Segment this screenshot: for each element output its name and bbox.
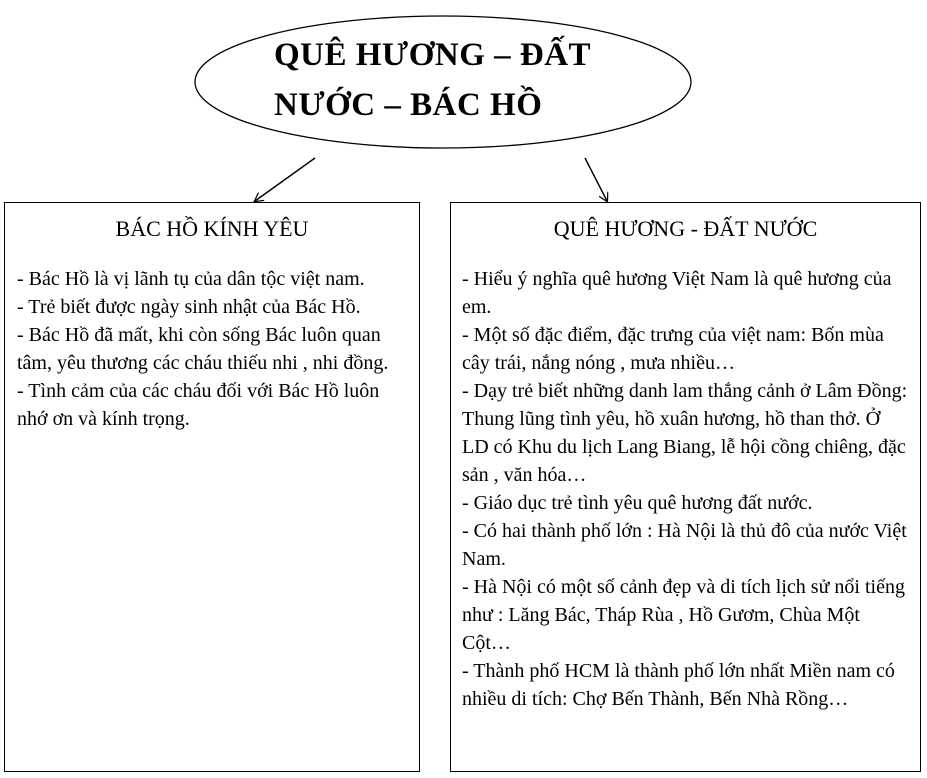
right-item: - Giáo dục trẻ tình yêu quê hương đất nước. [462,492,813,514]
right-box-que-huong [450,202,921,772]
right-box-heading: QUÊ HƯƠNG - ĐẤT NƯỚC [553,216,818,241]
left-box-heading: BÁC HỒ KÍNH YÊU [115,216,309,241]
arrow-to-left-box [255,158,315,201]
ellipse-shape [194,15,692,149]
right-item: - Có hai thành phố lớn : Hà Nội là thủ đô của nước Việt Nam. [462,520,907,570]
left-item: - Bác Hồ đã mất, khi còn sống Bác luôn quan tâm, yêu thương các cháu thiếu nhi , nhi đồng. [17,324,389,374]
left-box-bac-ho [4,202,420,772]
left-item: - Tình cảm của các cháu đối với Bác Hồ luôn nhớ ơn và kính trọng. [17,380,380,430]
right-item: - Hà Nội có một số cảnh đẹp và di tích lịch sử nổi tiếng như : Lăng Bác, Tháp Rùa , Hồ Gươm, Chùa Một Cột… [462,576,905,654]
title-line-2: NƯỚC – BÁC HỒ [274,87,543,123]
title-line-1: QUÊ HƯƠNG – ĐẤT [274,37,592,73]
left-item: - Bác Hồ là vị lãnh tụ của dân tộc việt nam. [17,268,365,290]
title-ellipse [194,15,692,149]
right-item: - Hiểu ý nghĩa quê hương Việt Nam là quê hương của em. [462,268,892,318]
right-item: - Dạy trẻ biết những danh lam thắng cảnh ở Lâm Đồng: Thung lũng tình yêu, hồ xuân hương, hồ than thở. Ở LD có Khu du lịch Lang Biang, lễ hội cồng chiêng, đặc sản , văn hóa… [462,380,908,486]
right-item: - Thành phố HCM là thành phố lớn nhất Miền nam có nhiều di tích: Chợ Bến Thành, Bến Nhà Rồng… [462,660,895,710]
right-item: - Một số đặc điểm, đặc trưng của việt nam: Bốn mùa cây trái, nắng nóng , mưa nhiều… [462,324,884,374]
arrow-to-right-box [585,158,607,201]
left-item: - Trẻ biết được ngày sinh nhật của Bác Hồ. [17,296,361,318]
